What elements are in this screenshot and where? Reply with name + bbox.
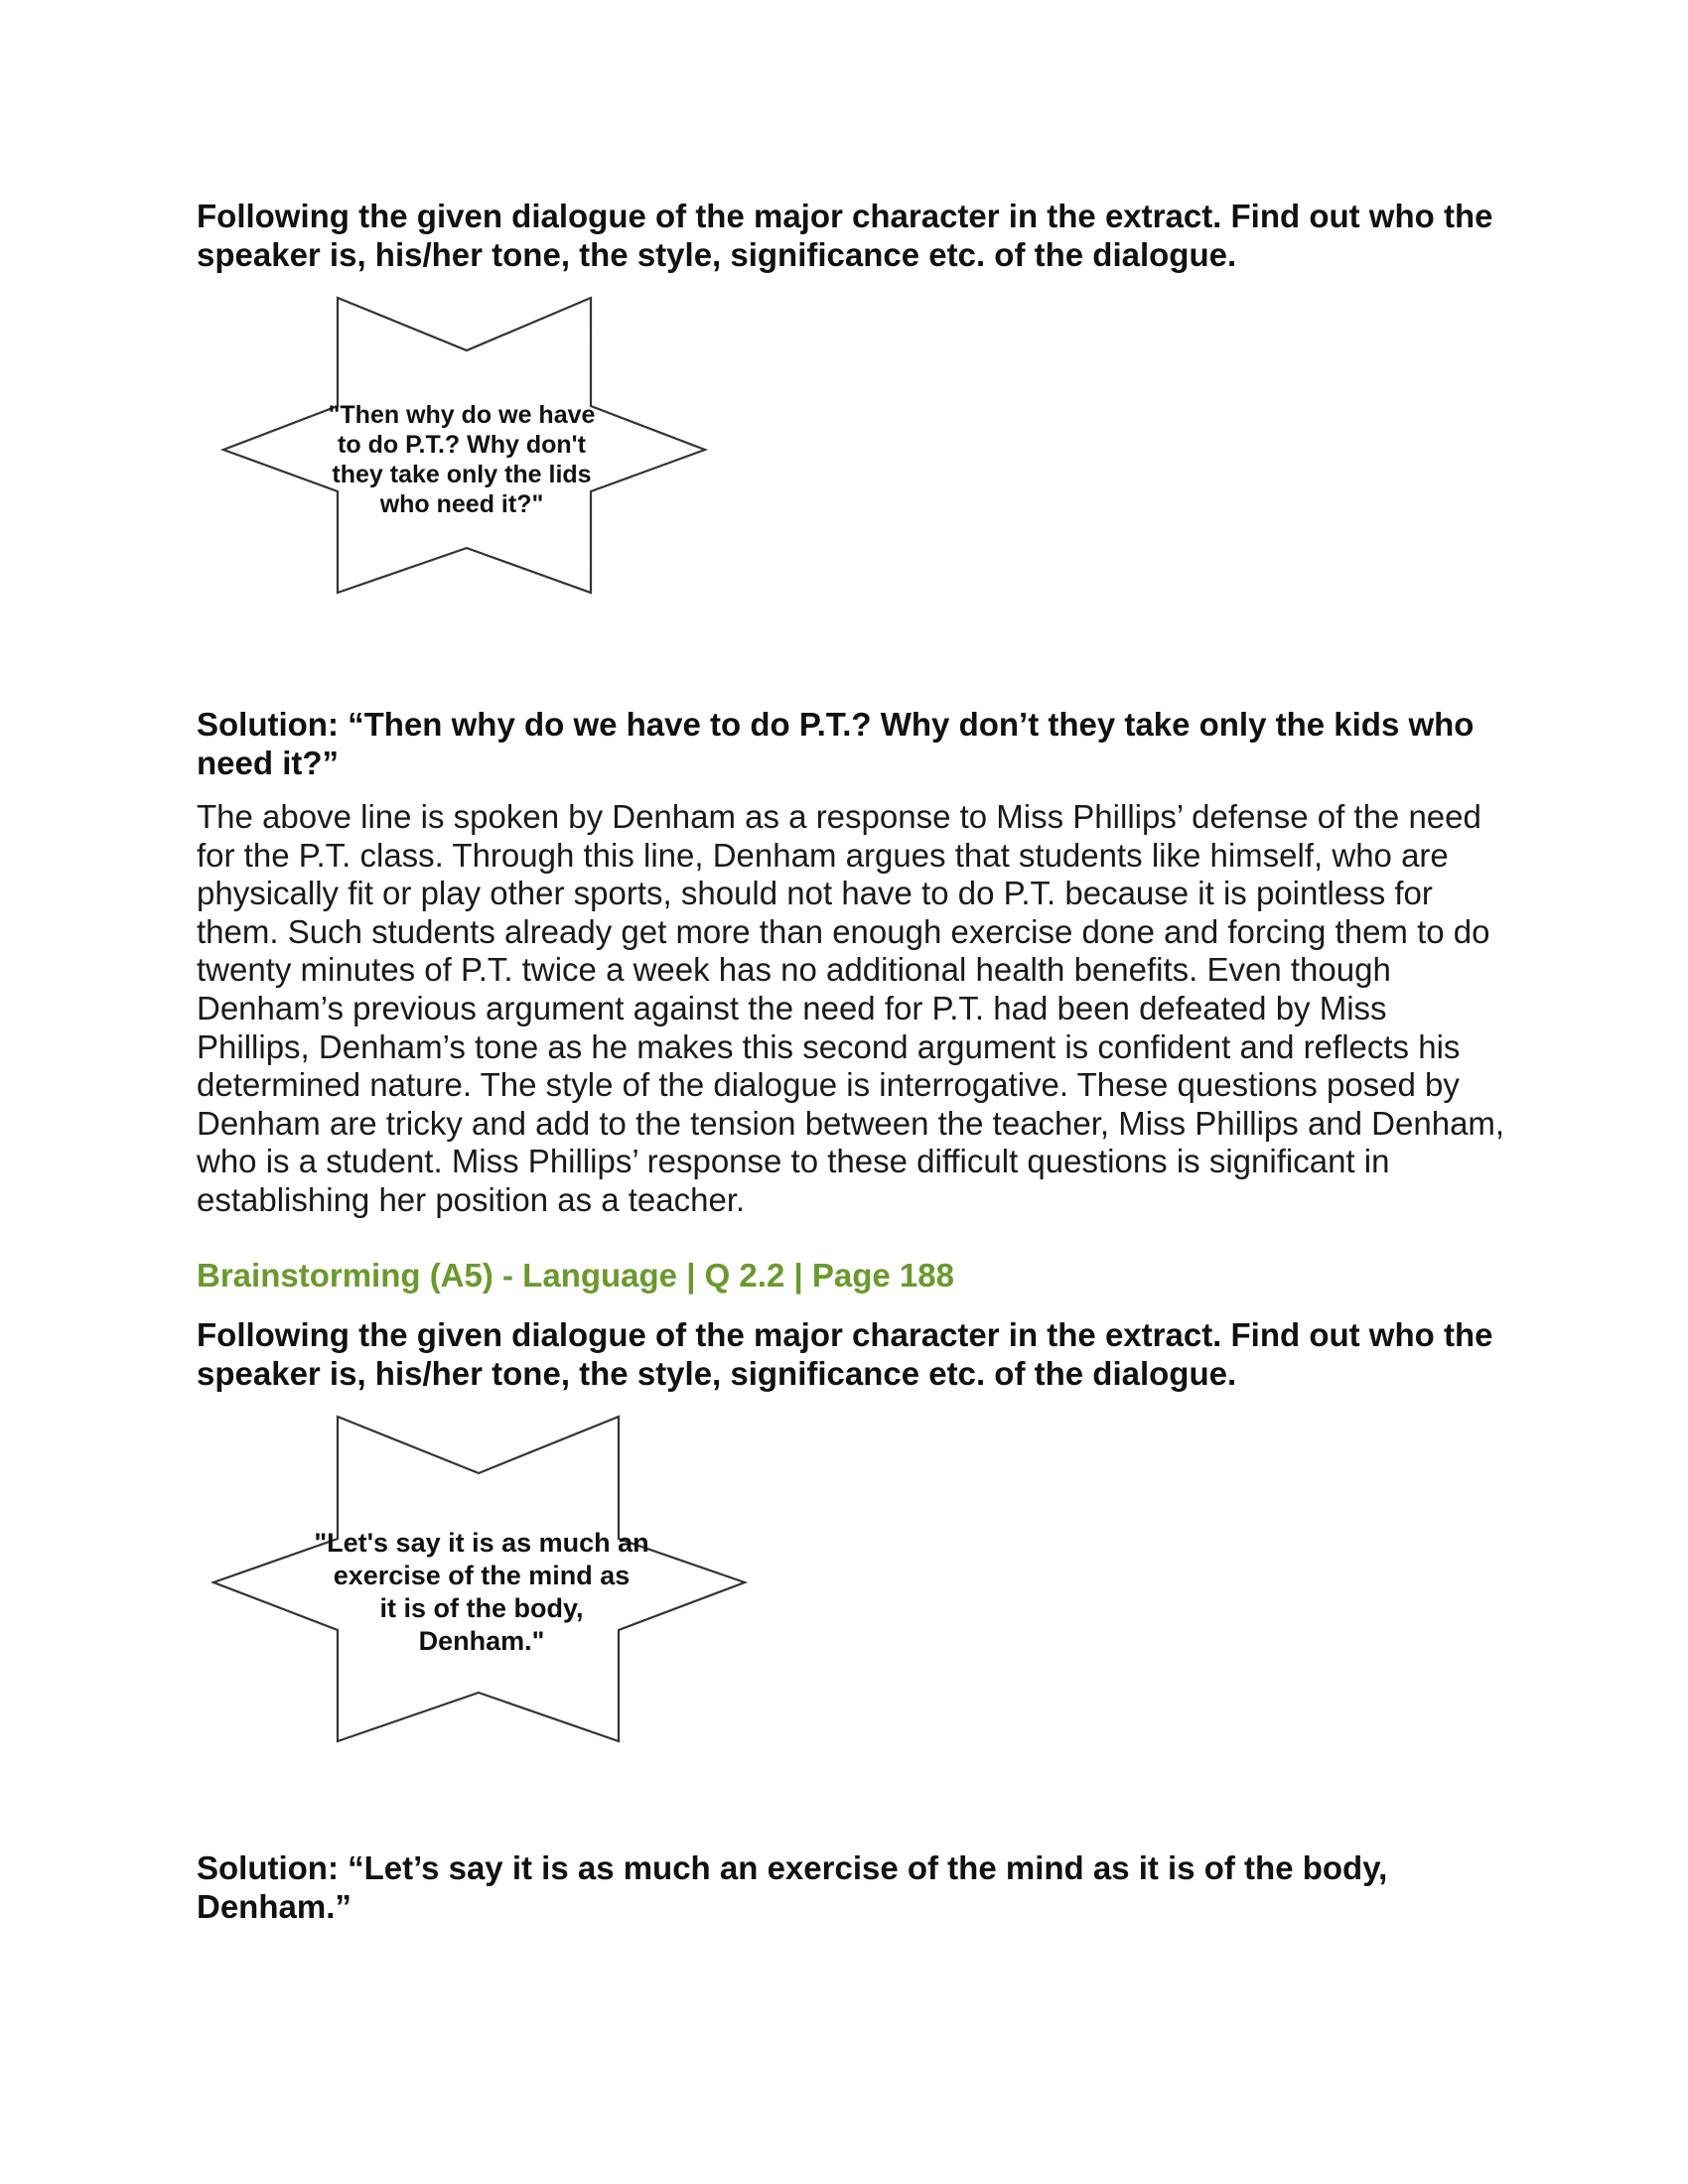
solution-2-heading: Solution: “Let’s say it is as much an exercise of the mind as it is of the body, Denham.” [197, 1849, 1388, 1925]
star-2-line: Denham." [418, 1626, 545, 1656]
dialogue-star-2 [209, 1412, 755, 1749]
star-1-line: they take only the lids [332, 461, 592, 488]
section-2-title: Brainstorming (A5) - Language | Q 2.2 | Page 188 [197, 1257, 954, 1294]
solution-1-text: The above line is spoken by Denham as a response to Miss Phillips’ defense of the need for the P.T. class. Through this line, Denham argues that students like himself, who are physically fit or play other sports, should not have to do P.T. because it is pointless for them. Such students already get more than enough exercise done and forcing them to do twenty minutes of P.T. twice a week has no additional health benefits. Even though Denham’s previous argument against the need for P.T. had been defeated by Miss Phillips, Denham’s tone as he makes this second argument is confident and reflects his determined nature. The style of the dialogue is interrogative. These questions posed by Denham are tricky and add to the tension between the teacher, Miss Phillips and Denham, who is a student. Miss Phillips’ response to these difficult questions is significant in establishing her position as a teacher. [197, 798, 1505, 1218]
section-2-heading [197, 1256, 1507, 1295]
star-2-quote [293, 1527, 670, 1658]
star-1-line: to do P.T.? Why don't [338, 431, 586, 459]
star-2-line: it is of the body, [379, 1593, 584, 1623]
star-1-quote [313, 400, 611, 519]
solution-1 [197, 705, 1507, 1220]
star-1-line: who need it?" [379, 490, 544, 518]
solution-2 [197, 1848, 1507, 1926]
dialogue-star-1 [218, 293, 715, 601]
star-2-line: exercise of the mind as [333, 1561, 631, 1590]
star-2-line: "Let's say it is as much an [314, 1528, 649, 1558]
solution-1-heading: Solution: “Then why do we have to do P.T.? Why don’t they take only the kids who need it?” [197, 706, 1475, 781]
question-2-text: Following the given dialogue of the major character in the extract. Find out who the speaker is, his/her tone, the style, significance etc. of the dialogue. [197, 1316, 1493, 1392]
question-1 [197, 197, 1507, 274]
star-1-line: "Then why do we have [328, 401, 596, 429]
question-2 [197, 1315, 1507, 1393]
question-1-text: Following the given dialogue of the major character in the extract. Find out who the speaker is, his/her tone, the style, significance etc. of the dialogue. [197, 198, 1493, 273]
